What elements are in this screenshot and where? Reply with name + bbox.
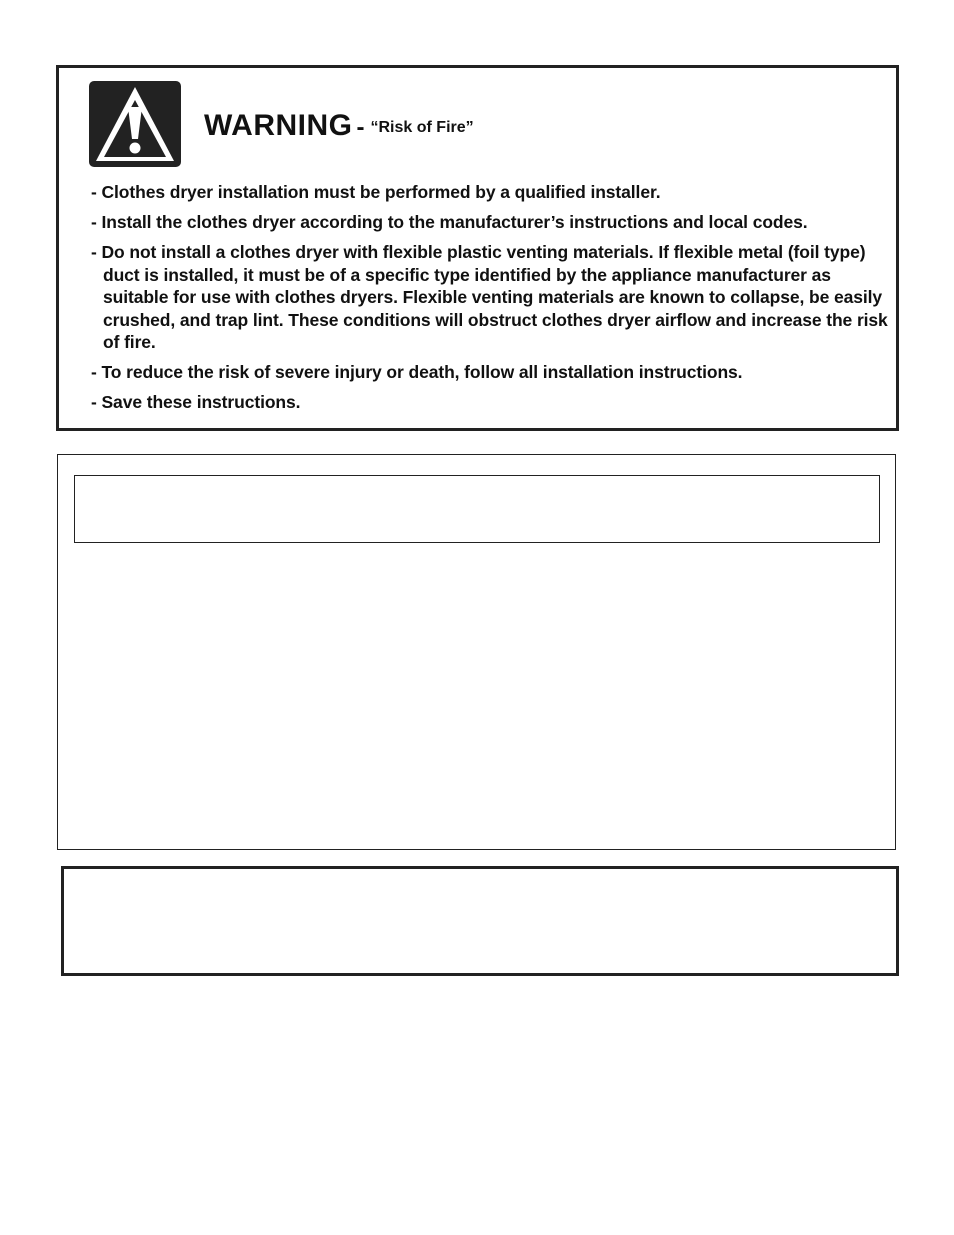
exclamation-triangle-icon (89, 81, 181, 167)
warning-list (91, 181, 891, 421)
warning-item: - Do not install a clothes dryer with flexible plastic venting materials. If flexible metal (foil type) duct is installed, it must be of a specific type identified by the appliance manufacturer as suitable for use with clothes dryers. Flexible venting materials are known to collapse, be easily crushed, and trap lint. These conditions will obstruct clothes dryer airflow and increase the risk of fire. (91, 242, 888, 352)
warning-item: - Install the clothes dryer according to the manufacturer’s instructions and local codes. (91, 212, 808, 232)
blank-panel (57, 454, 896, 850)
blank-panel-header-box (74, 475, 880, 543)
warning-box (56, 65, 899, 431)
warning-separator: - (356, 114, 365, 141)
warning-subtitle: “Risk of Fire” (370, 119, 474, 136)
warning-item: - To reduce the risk of severe injury or death, follow all installation instructions. (91, 362, 743, 382)
warning-heading (204, 109, 474, 143)
blank-bottom-box (61, 866, 899, 976)
warning-item: - Clothes dryer installation must be performed by a qualified installer. (91, 182, 661, 202)
warning-item: - Save these instructions. (91, 392, 301, 412)
warning-title: WARNING (204, 109, 353, 142)
